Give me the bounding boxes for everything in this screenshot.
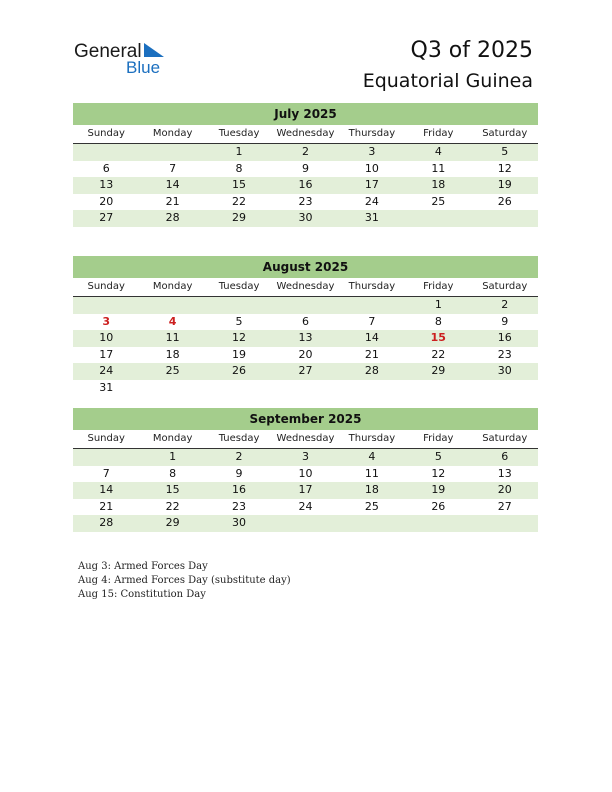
day-cell: 30 [298,211,313,224]
day-cell [73,144,139,161]
day-cell: 20 [298,347,313,361]
day-cell: 19 [431,483,446,496]
day-cell: 24 [99,364,114,377]
day-cell: 31 [364,211,379,224]
day-cell: 21 [364,347,379,361]
day-cell: 28 [364,364,379,377]
day-cell: 20 [99,194,114,208]
week-row [73,177,538,194]
day-cell [272,515,338,532]
weekday-label: Thursday [348,433,396,444]
day-cell [139,297,205,314]
day-cell: 18 [431,178,446,191]
day-cell: 6 [501,450,509,463]
day-cell: 24 [364,194,379,208]
holiday-day-cell: 15 [430,331,446,344]
day-cell: 1 [434,298,442,311]
day-cell [405,515,471,532]
day-cell [472,515,538,532]
week-row [73,347,538,364]
day-cell: 23 [232,499,247,513]
day-cell: 8 [169,466,177,480]
day-cell: 7 [368,314,376,328]
day-cell: 14 [99,483,114,496]
day-cell: 15 [232,178,247,191]
day-cell: 23 [497,347,512,361]
week-row [73,499,538,516]
day-cell: 14 [364,331,379,344]
weekday-label: Friday [423,281,454,292]
day-cell: 19 [232,347,247,361]
day-cell: 27 [497,499,512,513]
day-cell [73,449,139,466]
day-cell [472,210,538,227]
day-cell: 9 [501,314,509,328]
day-cell: 23 [298,194,313,208]
weekday-label: Tuesday [218,433,260,444]
month-title: September 2025 [73,408,538,430]
logo-word-blue: Blue [126,58,161,77]
day-cell: 2 [301,145,309,158]
day-cell: 18 [364,483,379,496]
weekday-label: Saturday [482,128,528,139]
day-cell: 3 [368,145,376,158]
weekday-label: Tuesday [218,128,260,139]
day-cell: 10 [364,161,379,175]
day-cell [139,144,205,161]
week-row [73,297,538,314]
day-cell: 1 [169,450,177,463]
day-cell: 19 [497,178,512,191]
day-cell: 9 [301,161,309,175]
week-row [73,161,538,178]
day-cell [206,380,272,397]
day-cell: 10 [99,331,114,344]
day-cell [339,297,405,314]
holiday-day-cell: 3 [102,314,111,328]
day-cell: 29 [232,211,247,224]
day-cell: 17 [298,483,313,496]
weekday-label: Friday [423,433,454,444]
weekday-header-row [73,278,538,297]
day-cell: 10 [298,466,313,480]
day-cell: 12 [232,331,247,344]
day-cell [139,380,205,397]
day-cell: 31 [99,380,114,394]
day-cell: 29 [165,516,180,529]
weekday-label: Monday [152,128,193,139]
day-cell: 11 [364,466,379,480]
holiday-day-cell: 4 [168,314,177,328]
day-cell: 21 [165,194,180,208]
day-cell: 2 [235,450,243,463]
holiday-note: Aug 4: Armed Forces Day (substitute day) [78,575,291,586]
weekday-label: Sunday [87,433,125,444]
day-cell: 1 [235,145,243,158]
week-row [73,314,538,331]
month-calendar-august [73,256,538,396]
day-cell: 26 [497,194,512,208]
day-cell: 18 [165,347,180,361]
weekday-label: Thursday [348,281,396,292]
day-cell: 24 [298,499,313,513]
day-cell: 7 [102,466,110,480]
weekday-header-row [73,125,538,144]
day-cell: 16 [232,483,247,496]
day-cell [472,380,538,397]
holiday-note: Aug 3: Armed Forces Day [78,561,208,572]
day-cell: 16 [298,178,313,191]
day-cell [405,380,471,397]
day-cell: 8 [434,314,442,328]
month-title: July 2025 [73,103,538,125]
day-cell: 30 [497,364,512,377]
day-cell: 4 [434,145,442,158]
day-cell: 26 [431,499,446,513]
day-cell: 20 [497,483,512,496]
day-cell [272,297,338,314]
day-cell: 28 [99,516,114,529]
day-cell: 25 [165,364,180,377]
week-row [73,449,538,466]
week-row [73,144,538,161]
page-title: Q3 of 2025 [410,38,533,63]
day-cell [339,380,405,397]
day-cell: 27 [99,211,114,224]
month-calendar-september [73,408,538,532]
day-cell: 11 [165,331,180,344]
day-cell: 2 [501,298,509,311]
day-cell: 21 [99,499,114,513]
weekday-label: Friday [423,128,454,139]
day-cell: 13 [99,178,114,191]
day-cell: 11 [431,161,446,175]
week-row [73,194,538,211]
day-cell: 9 [235,466,243,480]
day-cell: 13 [298,331,313,344]
holiday-notes [78,560,291,602]
page-subtitle: Equatorial Guinea [362,70,533,92]
day-cell [206,297,272,314]
week-row [73,515,538,532]
weekday-label: Saturday [482,433,528,444]
weekday-label: Wednesday [276,281,335,292]
weekday-header-row [73,430,538,449]
day-cell: 15 [165,483,180,496]
weekday-label: Sunday [87,281,125,292]
day-cell: 25 [431,194,446,208]
logo-word-general: General [74,41,142,62]
day-cell: 6 [301,314,309,328]
day-cell: 30 [232,516,247,529]
day-cell: 26 [232,364,247,377]
day-cell: 8 [235,161,243,175]
weekday-label: Wednesday [276,128,335,139]
day-cell: 5 [434,450,442,463]
month-calendar-july [73,103,538,227]
weekday-label: Sunday [87,128,125,139]
weekday-label: Monday [152,281,193,292]
day-cell [405,210,471,227]
day-cell: 5 [235,314,243,328]
weekday-label: Monday [152,433,193,444]
logo-triangle-icon [142,43,164,59]
day-cell: 13 [497,466,512,480]
day-cell: 25 [364,499,379,513]
holiday-note: Aug 15: Constitution Day [78,589,206,600]
day-cell: 6 [102,161,110,175]
day-cell: 17 [364,178,379,191]
week-row [73,466,538,483]
week-row [73,363,538,380]
day-cell [339,515,405,532]
day-cell: 12 [431,466,446,480]
day-cell: 28 [165,211,180,224]
day-cell: 7 [169,161,177,175]
month-title: August 2025 [73,256,538,278]
day-cell: 22 [165,499,180,513]
day-cell: 22 [232,194,247,208]
weekday-label: Tuesday [218,281,260,292]
day-cell [272,380,338,397]
day-cell [73,297,139,314]
day-cell: 4 [368,450,376,463]
week-row [73,330,538,347]
day-cell: 12 [497,161,512,175]
day-cell: 27 [298,364,313,377]
day-cell: 29 [431,364,446,377]
weekday-label: Wednesday [276,433,335,444]
week-row [73,482,538,499]
weekday-label: Thursday [348,128,396,139]
day-cell: 22 [431,347,446,361]
week-row [73,380,538,397]
weekday-label: Saturday [482,281,528,292]
day-cell: 17 [99,347,114,361]
day-cell: 5 [501,145,509,158]
week-row [73,210,538,227]
generalblue-logo [74,40,174,80]
day-cell: 16 [497,331,512,344]
day-cell: 14 [165,178,180,191]
day-cell: 3 [301,450,309,463]
